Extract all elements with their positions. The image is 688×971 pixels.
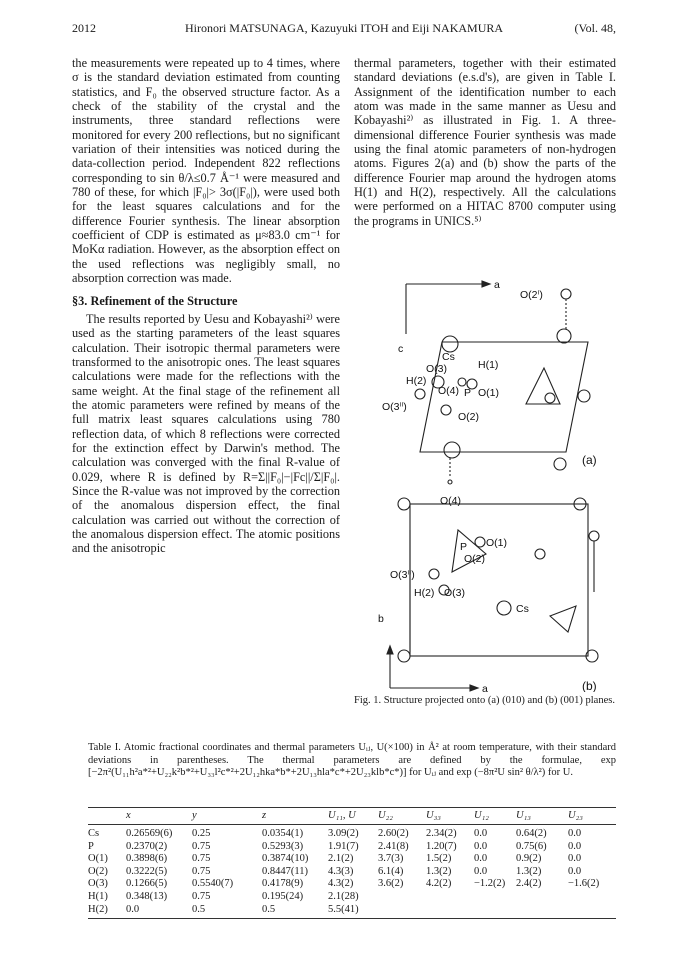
value-cell: 0.5540(7) xyxy=(192,878,234,890)
label-o3ii-b: O(3ⁱⁱ) xyxy=(390,569,415,581)
table-row xyxy=(88,904,616,919)
value-cell: −1.2(2) xyxy=(474,878,506,890)
value-cell: 0.2370(2) xyxy=(126,840,168,852)
label-o4: O(4) xyxy=(438,385,459,397)
tetrahedron-b xyxy=(452,530,486,572)
atom-o-upper-right xyxy=(557,329,571,343)
figure-caption: Fig. 1. Structure projected onto (a) (010) and (b) (001) planes. xyxy=(354,695,615,706)
atom-corner-bl xyxy=(398,650,410,662)
col-header xyxy=(88,808,126,825)
section-title: §3. Refinement of the Structure xyxy=(72,293,238,308)
axis-a-b-arrow xyxy=(470,685,478,691)
value-cell xyxy=(516,891,568,904)
atom-o-bottom xyxy=(554,458,566,470)
table-header-row xyxy=(88,808,616,825)
label-panel-a: (a) xyxy=(582,453,597,467)
label-panel-b: (b) xyxy=(582,679,597,692)
volume-label: (Vol. 48, xyxy=(574,21,616,35)
value-cell: 0.0 xyxy=(474,840,488,852)
col-header: U₃₃ xyxy=(426,808,474,825)
axis-b-arrow xyxy=(387,646,393,654)
label-o2: O(2) xyxy=(458,411,479,423)
atom-o3ii-b xyxy=(429,569,439,579)
paragraph-thermal: thermal parameters, together with their estimated standard deviations (e.s.d's), are given in Table I. Assignment of the identification number to each atom was made in the same manner as Uesu and Kobayashi²⁾ as illustrated in Fig. 1. A three-dimensional difference Fourier synthesis was made using the final atomic parameters of non-hydrogen atoms. Figures 2(a) and (b) show the parts of the difference Fourier map around the hydrogen atoms H(1) and H(2), respectively. All the calculations were performed on a HITAC 8700 computer using the programs in UNICS.⁵⁾ xyxy=(354,56,616,228)
value-cell: 0.0354(1) xyxy=(262,828,304,839)
atom-o1-b xyxy=(475,537,485,547)
col-header: x xyxy=(126,808,192,825)
value-cell: 0.75(6) xyxy=(516,840,547,852)
value-cell: 1.91(7) xyxy=(328,840,359,852)
label-h2: H(2) xyxy=(406,375,427,387)
panel-a xyxy=(406,281,590,484)
value-cell: 0.3222(5) xyxy=(126,865,168,877)
col-header: U₂₃ xyxy=(568,808,616,825)
label-o2-b: O(2) xyxy=(464,553,485,565)
paragraph-refinement: The results reported by Uesu and Kobayashi²⁾ were used as the starting parameters of the least squares calculation. Their isotropic thermal parameters were transformed to the anisotropic ones. The least squares calculations were made for the reflections with the same weight. At the final stage of the refinement all the atomic parameters were refined by means of the full matrix least squares calculations using 780 reflection data, of which 8 reflections were corrected for the extinction effect by Darwin's method. The calculation was converged with the final R-value of 0.029, where R is defined by R=Σ||F₀|−|Fc||/Σ|F₀|. Since the R-value was not improved by the correction of the anomalous dispersion effect, the final calculation was carried out without the correction of the anomalous dispersion effect. The atomic positions and the anisotropic xyxy=(72,311,340,556)
value-cell: 2.34(2) xyxy=(426,828,457,839)
value-cell xyxy=(568,904,616,919)
value-cell: 3.7(3) xyxy=(378,853,404,865)
atom-label-cell: H(2) xyxy=(88,904,126,919)
label-o3: O(3) xyxy=(426,363,447,375)
value-cell: 1.3(2) xyxy=(516,865,542,877)
value-cell: 0.0 xyxy=(474,853,488,865)
value-cell: 1.20(7) xyxy=(426,840,457,852)
value-cell: 2.41(8) xyxy=(378,840,409,852)
table-row xyxy=(88,878,616,891)
value-cell xyxy=(426,904,474,919)
tetrahedron-b-right xyxy=(550,606,576,632)
table-body xyxy=(88,825,616,919)
label-o1: O(1) xyxy=(478,387,499,399)
value-cell: 0.1266(5) xyxy=(126,878,168,890)
atom-o3ii-a xyxy=(415,389,425,399)
value-cell: 0.75 xyxy=(192,865,211,877)
value-cell: 2.1(2) xyxy=(328,853,354,865)
label-h1: H(1) xyxy=(478,359,499,371)
structure-figure xyxy=(354,272,616,692)
value-cell: 2.60(2) xyxy=(378,828,409,839)
col-header: z xyxy=(262,808,328,825)
table-caption: Table I. Atomic fractional coordinates and thermal parameters Uᵢⱼ, U(×100) in Å² at room temperature, with their standard deviations in parentheses. The thermal parameters are defined by the formulae, exp [−2π²(U₁₁h²a*²+U₂₂k²b*²+U₃₃l²c*²+2U₁₂hka*b*+2U₁₃hla*c*+2U₂₃klb*c*)] for Uᵢⱼ and exp (−8π²U sin² θ/λ²) for U. xyxy=(88,742,616,778)
structure-diagram xyxy=(354,272,616,692)
label-c: c xyxy=(398,343,404,355)
value-cell: 0.75 xyxy=(192,853,211,865)
running-header-authors: Hironori MATSUNAGA, Kazuyuki ITOH and Eiji NAKAMURA xyxy=(184,21,504,35)
atom-right-b xyxy=(589,531,599,541)
col-header: U₁₃ xyxy=(516,808,568,825)
panel-a-labels xyxy=(382,279,597,467)
label-cs: Cs xyxy=(442,351,455,363)
value-cell: 0.64(2) xyxy=(516,828,547,839)
value-cell xyxy=(378,904,426,919)
label-h2-b: H(2) xyxy=(414,587,435,599)
table-row xyxy=(88,891,616,904)
value-cell: 0.3898(6) xyxy=(126,853,168,865)
value-cell: 0.0 xyxy=(568,828,582,839)
atom-label-cell: O(1) xyxy=(88,853,108,865)
value-cell: 0.0 xyxy=(474,865,488,877)
value-cell: 6.1(4) xyxy=(378,865,404,877)
value-cell: 0.5 xyxy=(262,904,328,919)
label-p-b: P xyxy=(460,541,468,553)
atom-label-cell: Cs xyxy=(88,828,100,839)
left-column xyxy=(72,56,340,556)
value-cell xyxy=(378,891,426,904)
label-o3-b: O(3) xyxy=(444,587,465,599)
value-cell: 0.4178(9) xyxy=(262,878,304,890)
value-cell: 0.8447(11) xyxy=(262,865,308,877)
value-cell: 4.3(2) xyxy=(328,878,354,890)
value-cell: 0.195(24) xyxy=(262,890,304,902)
value-cell: 2.1(28) xyxy=(328,890,359,902)
atom-label-cell: O(2) xyxy=(88,865,108,877)
value-cell: 0.5 xyxy=(192,904,262,919)
value-cell: −1.6(2) xyxy=(568,878,600,890)
atom-o2-a xyxy=(441,405,451,415)
value-cell xyxy=(474,904,516,919)
value-cell: 0.0 xyxy=(568,853,582,865)
unit-cell-b xyxy=(410,504,588,656)
atom-cs-b xyxy=(497,601,511,615)
atom-o2i xyxy=(561,289,571,299)
label-a-b: a xyxy=(482,683,488,692)
col-header: U₂₂ xyxy=(378,808,426,825)
value-cell: 0.0 xyxy=(568,840,582,852)
axis-a-arrow xyxy=(482,281,490,287)
value-cell: 2.4(2) xyxy=(516,878,542,890)
value-cell: 0.25 xyxy=(192,828,211,839)
col-header: U₁₂ xyxy=(474,808,516,825)
value-cell: 0.0 xyxy=(474,828,488,839)
value-cell: 0.26569(6) xyxy=(126,828,173,839)
value-cell: 0.0 xyxy=(568,865,582,877)
atom-p-right xyxy=(545,393,555,403)
atom-o-mid-right xyxy=(535,549,545,559)
label-cs-b: Cs xyxy=(516,603,529,615)
value-cell xyxy=(516,904,568,919)
value-cell: 4.3(3) xyxy=(328,865,354,877)
paragraph-measurements: the measurements were repeated up to 4 times, where σ is the standard deviation estimated from counting statistics, and F₀ the observed structure factor. As a check of the stability of the crystal and the instruments, three standard reflections were monitored for every 200 reflections, but no significant variation of their intensities was noticed during the data-collection period. Independent 822 reflections corresponding to sin θ/λ≤0.7 Å⁻¹ were measured and 780 of these, for which |F₀|> 3σ(|F₀|), were used both for the least squares calculations and for the difference Fourier synthesis. The linear absorption coefficient of CDP is estimated as μ≈83.0 cm⁻¹ for MoKα radiation. However, as the absorption effect on the used reflections was negligibly small, no absorption correction was made. xyxy=(72,56,340,286)
value-cell: 4.2(2) xyxy=(426,878,452,890)
atomic-parameters-table xyxy=(88,807,616,919)
atom-corner-tl xyxy=(398,498,410,510)
atom-h-lower xyxy=(448,480,452,484)
value-cell xyxy=(474,891,516,904)
page-number: 2012 xyxy=(72,21,96,35)
value-cell: 5.5(41) xyxy=(328,904,378,919)
value-cell: 3.09(2) xyxy=(328,828,359,839)
value-cell: 1.3(2) xyxy=(426,865,452,877)
atom-label-cell: O(3) xyxy=(88,878,108,890)
right-column xyxy=(354,56,616,228)
label-o3ii: O(3ⁱⁱ) xyxy=(382,401,407,413)
table-row xyxy=(88,866,616,879)
label-o4-b: O(4) xyxy=(440,495,461,507)
col-header: y xyxy=(192,808,262,825)
panel-b-labels xyxy=(378,495,597,692)
value-cell: 0.9(2) xyxy=(516,853,542,865)
value-cell: 0.3874(10) xyxy=(262,853,309,865)
label-b: b xyxy=(378,613,384,625)
atom-cs-a xyxy=(442,336,458,352)
value-cell: 3.6(2) xyxy=(378,878,404,890)
atom-cs-lower xyxy=(444,442,460,458)
atom-p-a xyxy=(458,378,466,386)
value-cell: 0.348(13) xyxy=(126,890,168,902)
atom-o-right xyxy=(578,390,590,402)
value-cell: 1.5(2) xyxy=(426,853,452,865)
label-o2i: O(2ⁱ) xyxy=(520,289,543,301)
label-p: P xyxy=(464,387,472,399)
label-o1-b: O(1) xyxy=(486,537,507,549)
atom-label-cell: P xyxy=(88,840,94,852)
value-cell xyxy=(426,891,474,904)
table-row xyxy=(88,825,616,841)
table-row xyxy=(88,841,616,854)
col-header: U₁₁, U xyxy=(328,808,378,825)
value-cell: 0.75 xyxy=(192,840,211,852)
atom-label-cell: H(1) xyxy=(88,890,108,902)
value-cell: 0.75 xyxy=(192,890,211,902)
value-cell xyxy=(568,891,616,904)
table-row xyxy=(88,853,616,866)
label-a: a xyxy=(494,279,500,291)
value-cell: 0.5293(3) xyxy=(262,840,304,852)
value-cell: 0.0 xyxy=(126,904,192,919)
